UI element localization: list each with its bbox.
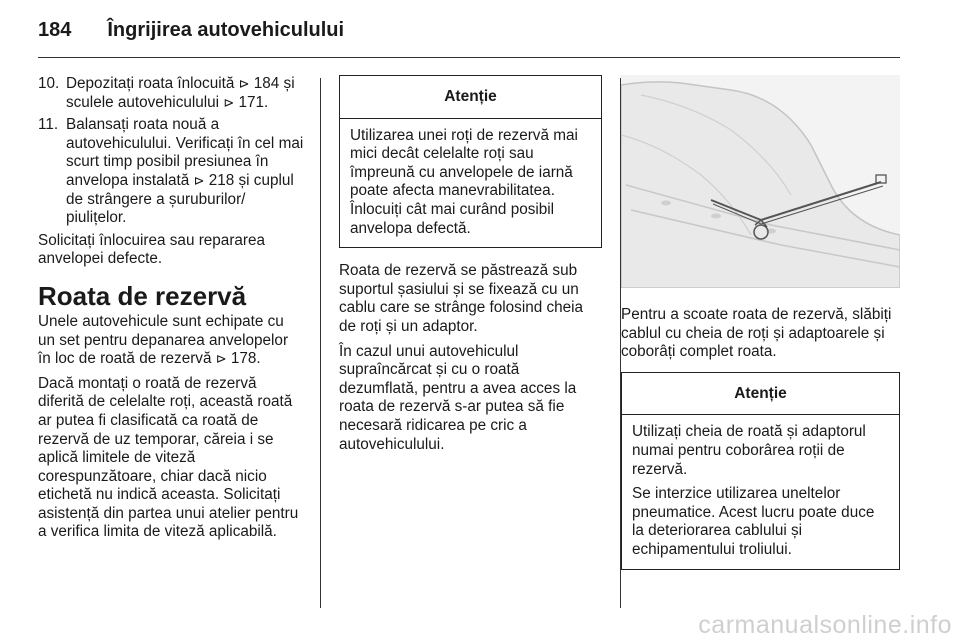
- column-left: [38, 75, 304, 548]
- step-text: Depozitați roata înlocuită: [66, 75, 239, 92]
- reference-arrow-icon: ⊳: [238, 76, 250, 91]
- paragraph: În cazul unui autovehiculul supraîncărcat și cu o roată dezumflată, pentru a avea acces la roata de rezervă s-ar putea să fie necesară ridicarea pe cric a autovehiculului.: [339, 342, 577, 453]
- paragraph: Roata de rezervă se păstrează sub suportul șasiului și se fixează cu un cablu care se strânge folosind cheia de roți și un adaptor.: [339, 262, 584, 335]
- warning-text: Utilizați cheia de roată și adaptorul numai pentru coborârea roții de rezervă.: [632, 423, 866, 478]
- warning-box: [621, 372, 900, 570]
- column-middle: [339, 75, 602, 460]
- step-ref: 218 și cuplul de strângere a șuruburilor/ piulițelor.: [66, 171, 294, 227]
- spare-wheel-illustration: [621, 75, 900, 288]
- warning-text: Utilizarea unei roți de rezervă mai mici decât celelalte roți sau împreună cu anvelopele de iarnă poate afecta manevrabilitatea. Înlocuiți cât mai curând posibil anvelopa defectă.: [350, 126, 578, 237]
- step-list: [38, 75, 304, 228]
- paragraph: Dacă montați o roată de rezervă diferită de celelalte roți, această roată ar putea fi clasificată ca roată de rezervă de uz temporar, căreia i se aplică limitele de viteză corespunzătoare, chiar dacă nicio etichetă nu indică aceasta. Solicitați asistență din partea unui atelier pentru a verifica limita de viteză aplicabilă.: [38, 374, 299, 541]
- column-right: [621, 75, 900, 570]
- section-heading: Roata de rezervă: [38, 280, 247, 311]
- reference-arrow-icon: ⊳: [215, 351, 227, 367]
- list-item: [38, 116, 304, 228]
- warning-body: [340, 119, 601, 248]
- warning-text: Se interzice utilizarea uneltelor pneumatice. Acest lucru poate duce la deteriorarea cablului și echipamentului troliului.: [632, 485, 875, 558]
- page-header: [38, 10, 344, 50]
- warning-title: Atenție: [340, 76, 601, 119]
- warning-title: Atenție: [622, 373, 899, 416]
- paragraph-ref: 178.: [230, 350, 261, 368]
- chapter-title: Îngrijirea autovehiculului: [107, 18, 345, 41]
- step-text: Balansați roata nouă a autovehiculului. Verificați în cel mai scurt timp posibil presiunea în anvelopa instalată: [66, 116, 304, 189]
- page-number: 184: [38, 18, 72, 41]
- reference-arrow-icon: ⊳: [193, 172, 205, 188]
- step-number: 11.: [38, 116, 59, 134]
- reference-arrow-icon: ⊳: [223, 94, 235, 110]
- step-ref: 184 și sculele autovehiculului: [66, 75, 295, 111]
- figure-caption: Pentru a scoate roata de rezervă, slăbiți cablul cu cheia de roți și adaptoarele și coborâți complet roata.: [621, 306, 892, 361]
- step-ref: 171.: [238, 93, 269, 111]
- column-divider-1: [320, 78, 321, 608]
- list-item: [38, 75, 304, 112]
- paragraph: [38, 313, 304, 369]
- warning-body: [622, 415, 899, 568]
- step-number: 10.: [38, 75, 60, 92]
- watermark: carmanualsonline.info: [698, 611, 952, 639]
- paragraph-text: Unele autovehicule sunt echipate cu un set pentru depanarea anvelopelor în loc de roată de rezervă: [38, 312, 289, 368]
- warning-box: [339, 75, 602, 248]
- header-divider: [38, 57, 900, 58]
- paragraph: Solicitați înlocuirea sau repararea anvelopei defecte.: [38, 231, 266, 268]
